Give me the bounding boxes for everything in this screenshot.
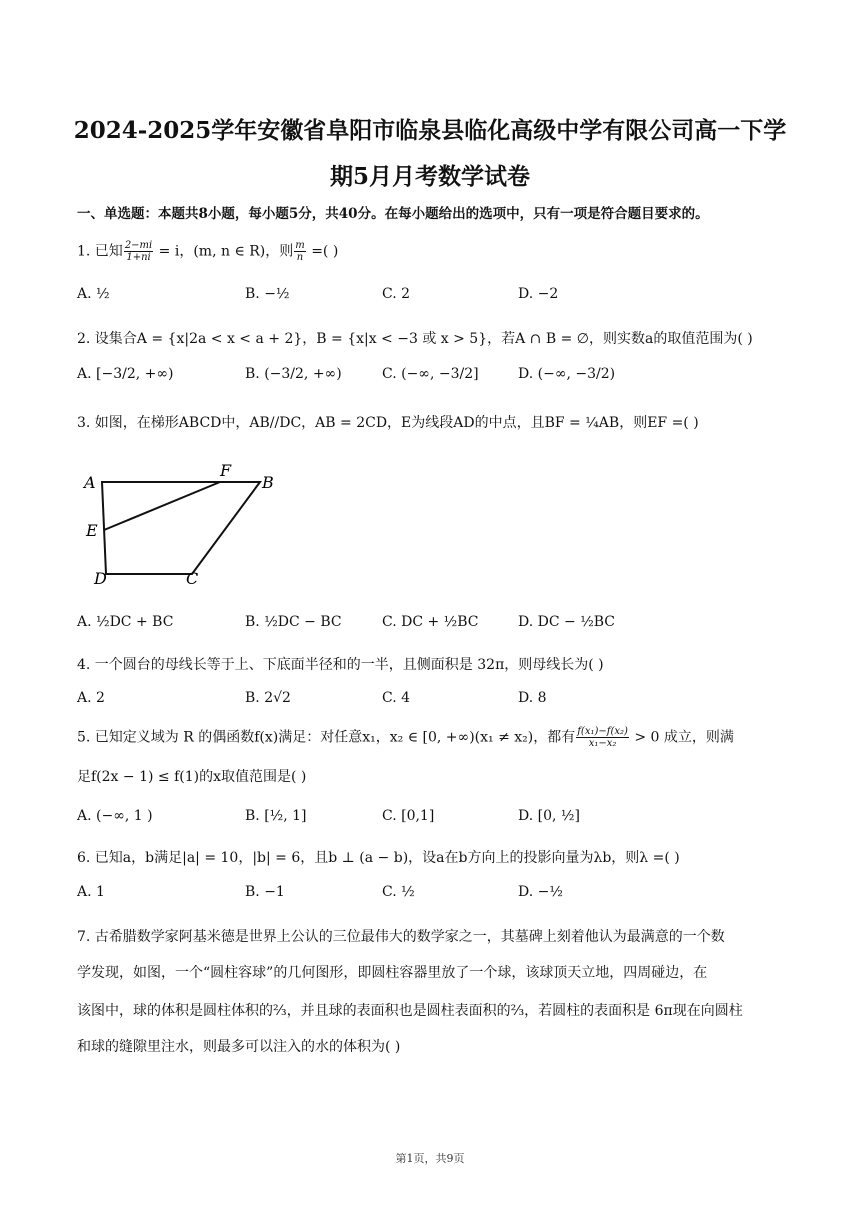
label-d: D xyxy=(94,569,107,588)
question-4: 4. 一个圆台的母线长等于上、下底面半径和的一半，且侧面积是 32π，则母线长为( ) xyxy=(77,657,604,673)
q2-option-b: B. (−3/2, +∞) xyxy=(245,366,342,382)
q4-option-c: C. 4 xyxy=(382,690,411,706)
label-f: F xyxy=(220,461,232,480)
q3-option-a: A. ½DC + BC xyxy=(77,614,174,630)
q3-option-b: B. ½DC − BC xyxy=(245,614,342,630)
q5-option-b: B. [½, 1] xyxy=(245,808,307,824)
q4-option-d: D. 8 xyxy=(518,690,547,706)
q1-fraction-mn: $\frac{m}{n}$ xyxy=(295,240,305,263)
q6-option-b: B. −1 xyxy=(245,884,285,900)
question-5-line2: 足f(2x − 1) ≤ f(1)的x取值范围是( ) xyxy=(77,769,307,785)
trapezoid-figure xyxy=(80,458,290,590)
section-heading: 一、单选题：本题共8小题，每小题5分，共40分。在每小题给出的选项中，只有一项是符合题目要求的。 xyxy=(77,206,709,222)
exam-title-line1: 2024-2025学年安徽省阜阳市临泉县临化高级中学有限公司高一下学 xyxy=(73,117,787,144)
question-7-line1: 7. 古希腊数学家阿基米德是世界上公认的三位最伟大的数学家之一，其墓碑上刻着他认为最满意的一个数 xyxy=(77,929,725,945)
exam-title-line2: 期5月月考数学试卷 xyxy=(329,163,530,190)
q2-option-d: D. (−∞, −3/2) xyxy=(518,366,616,382)
q6-option-c: C. ½ xyxy=(382,884,415,900)
q3-option-c: C. DC + ½BC xyxy=(382,614,479,630)
q5-option-a: A. (−∞, 1 ) xyxy=(77,808,153,824)
q6-option-d: D. −½ xyxy=(518,884,563,900)
question-2: 2. 设集合A = {x|2a < x < a + 2}，B = {x|x < −3 或 x > 5}，若A ∩ B = ∅，则实数a的取值范围为( ) xyxy=(77,331,753,347)
question-7-line3: 该图中，球的体积是圆柱体积的⅔，并且球的表面积也是圆柱表面积的⅔，若圆柱的表面积是 6π现在向圆柱 xyxy=(77,1003,743,1019)
q3-option-d: D. DC − ½BC xyxy=(518,614,616,630)
question-5-line1: 5. 已知定义域为 R 的偶函数f(x)满足：对任意x₁，x₂ ∈ [0, +∞)(x₁ ≠ x₂)，都有 $\frac{\text{f(x₁)−f(x₂)}}{\text{x₁−x₂}}$ > 0 成立，则满 xyxy=(77,726,734,749)
q5-option-c: C. [0,1] xyxy=(382,808,435,824)
trapezoid-shape xyxy=(102,482,260,574)
question-7-line2: 学发现，如图，一个“圆柱容球”的几何图形，即圆柱容器里放了一个球，该球顶天立地，四周碰边，在 xyxy=(77,965,708,981)
q5-fraction: $\frac{\text{f(x₁)−f(x₂)}}{\text{x₁−x₂}}$ xyxy=(577,726,628,749)
q1-option-d: D. −2 xyxy=(518,286,559,302)
q1-option-b: B. −½ xyxy=(245,286,290,302)
question-6: 6. 已知a，b满足|a| = 10，|b| = 6，且b ⊥ (a − b)，设a在b方向上的投影向量为λb，则λ =( ) xyxy=(77,850,680,866)
q5-option-d: D. [0, ½] xyxy=(518,808,580,824)
label-e: E xyxy=(86,521,98,540)
question-3: 3. 如图，在梯形ABCD中，AB//DC，AB = 2CD，E为线段AD的中点，且BF = ¼AB，则EF =( ) xyxy=(77,415,699,431)
question-7-line4: 和球的缝隙里注水，则最多可以注入的水的体积为( ) xyxy=(77,1039,401,1055)
segment-ef xyxy=(104,482,220,530)
label-c: C xyxy=(186,569,199,588)
q2-option-c: C. (−∞, −3/2] xyxy=(382,366,479,382)
label-b: B xyxy=(262,473,274,492)
q4-option-a: A. 2 xyxy=(77,690,105,706)
q1-fraction: $\frac{2-mi}{1+ni}$ xyxy=(124,240,153,263)
q1-option-c: C. 2 xyxy=(382,286,411,302)
page-footer: 第1页，共9页 xyxy=(395,1152,465,1165)
q4-option-b: B. 2√2 xyxy=(245,690,291,706)
q2-option-a: A. [−3/2, +∞) xyxy=(77,366,174,382)
label-a: A xyxy=(84,473,96,492)
question-1: 1. 已知 $\frac{2-mi}{1+ni}$ = i，(m, n ∈ R)，则 $\frac{m}{n}$ =( ) xyxy=(77,240,339,263)
q1-option-a: A. ½ xyxy=(77,286,110,302)
q6-option-a: A. 1 xyxy=(77,884,105,900)
